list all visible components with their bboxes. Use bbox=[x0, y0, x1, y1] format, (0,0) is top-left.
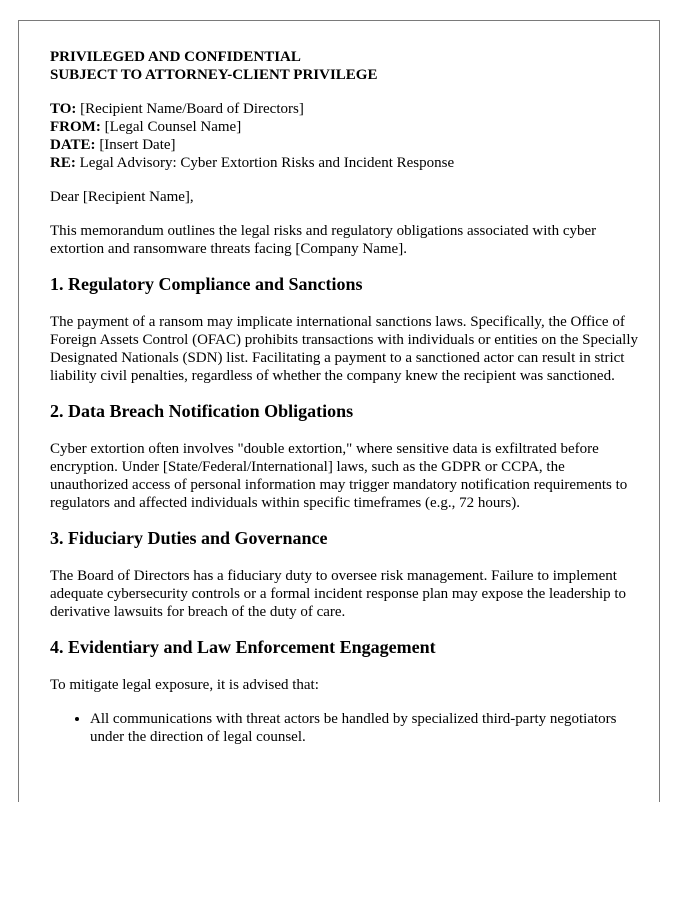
section-3-body: The Board of Directors has a fiduciary duty to oversee risk management. Failure to implement adequate cybersecurity controls or a formal incident response plan may expose the leadership to derivative lawsuits for breach of the duty of care. bbox=[50, 568, 627, 620]
re-value: Legal Advisory: Cyber Extortion Risks and Incident Response bbox=[75, 155, 455, 171]
section-1-heading: 1. Regulatory Compliance and Sanctions bbox=[50, 274, 363, 294]
section-1-body: The payment of a ransom may implicate international sanctions laws. Specifically, the Office of Foreign Assets Control (OFAC) prohibits transactions with individuals or entities on the Specially Designated Nationals (SDN) list. Facilitating a payment to a sanctioned actor can result in strict liability civil penalties, regardless of whether the company knew the recipient was sanctioned. bbox=[50, 314, 639, 384]
list-item: • All communications with threat actors be handled by specialized third-party negotiators under the direction of legal counsel. bbox=[90, 710, 640, 746]
section-4-heading: 4. Evidentiary and Law Enforcement Engagement bbox=[50, 637, 436, 657]
date-value: [Insert Date] bbox=[95, 137, 176, 153]
re-row bbox=[50, 154, 640, 172]
date-label: DATE: bbox=[50, 137, 96, 153]
section-2-body: Cyber extortion often involves "double extortion," where sensitive data is exfiltrated before encryption. Under [State/Federal/International] laws, such as the GDPR or CCPA, the unauthorized access of personal information may trigger mandatory notification requirements to regulators and affected individuals within specific timeframes (e.g., 72 hours). bbox=[50, 441, 628, 511]
memo-meta bbox=[50, 100, 640, 172]
privileged-line: PRIVILEGED AND CONFIDENTIAL bbox=[50, 49, 301, 65]
confidentiality-header bbox=[50, 48, 640, 84]
to-label: TO: bbox=[50, 101, 77, 117]
intro-paragraph: This memorandum outlines the legal risks and regulatory obligations associated with cyber extortion and ransomware threats facing [Company Name]. bbox=[50, 223, 597, 257]
section-3-heading: 3. Fiduciary Duties and Governance bbox=[50, 528, 328, 548]
section-2-heading: 2. Data Breach Notification Obligations bbox=[50, 401, 354, 421]
privilege-subject-line: SUBJECT TO ATTORNEY-CLIENT PRIVILEGE bbox=[50, 67, 378, 83]
memo-content bbox=[50, 48, 640, 746]
from-label: FROM: bbox=[50, 119, 101, 135]
to-value: [Recipient Name/Board of Directors] bbox=[76, 101, 304, 117]
document-page bbox=[18, 20, 660, 802]
section-4-body: To mitigate legal exposure, it is advised that: bbox=[50, 677, 319, 693]
re-label: RE: bbox=[50, 155, 76, 171]
date-row bbox=[50, 136, 640, 154]
from-value: [Legal Counsel Name] bbox=[100, 119, 242, 135]
recommendation-list bbox=[50, 710, 640, 746]
from-row bbox=[50, 118, 640, 136]
to-row bbox=[50, 100, 640, 118]
salutation: Dear [Recipient Name], bbox=[50, 189, 194, 205]
